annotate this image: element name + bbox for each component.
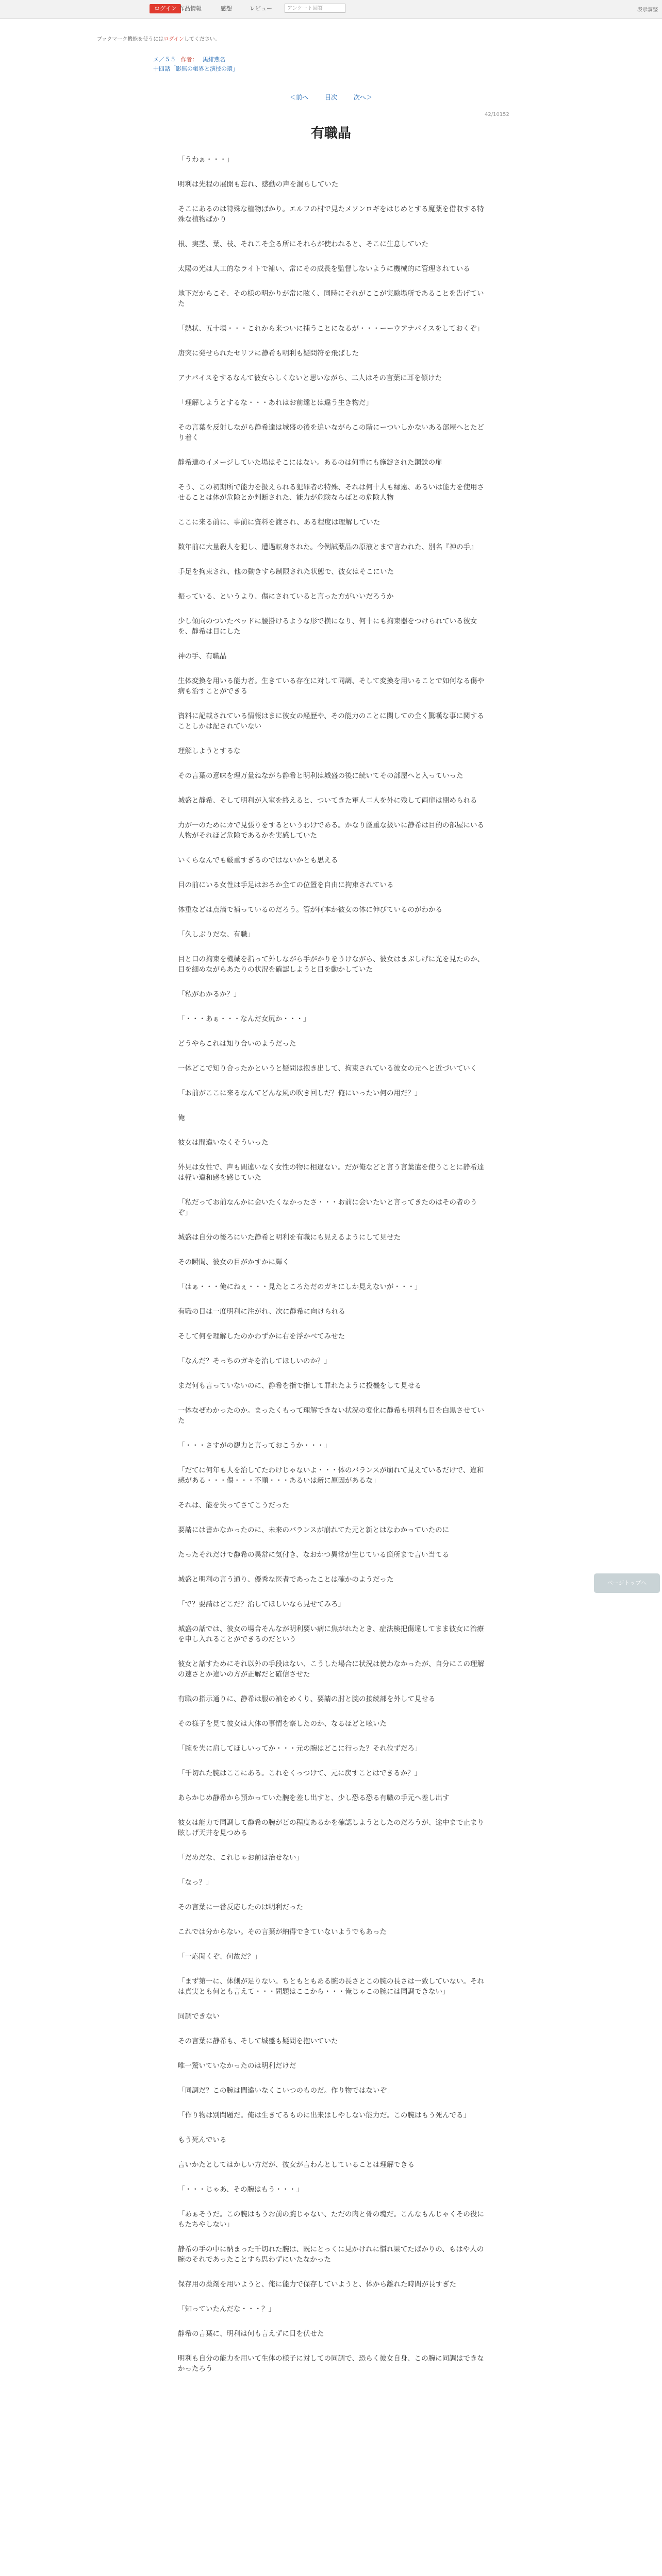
paragraph: 「知っていたんだな・・・？」 bbox=[178, 2305, 275, 2313]
paragraph: これでは分からない。その言葉が納得できていないようでもあった bbox=[178, 1928, 387, 1936]
top-bar bbox=[0, 0, 662, 19]
paragraph: 同調できない bbox=[178, 2012, 220, 2021]
paragraph: 明利は先程の展開も忘れ、感動の声を漏らしていた bbox=[178, 180, 339, 189]
page-top-button[interactable]: ページトップへ bbox=[594, 1573, 660, 1593]
paragraph: 「私がわかるか？」 bbox=[178, 990, 241, 998]
paragraph: 「なんだ？そっちのガキを治してほしいのか？」 bbox=[178, 1357, 331, 1365]
paragraph: 静希の言葉に、明利は何も言えずに目を伏せた bbox=[178, 2330, 324, 2338]
paragraph: 「千切れた腕はここにある。これをくっつけて、元に戻すことはできるか？」 bbox=[178, 1769, 421, 1777]
paragraph: 保存用の薬剤を用いようと、俺に能力で保存していようと、体から離れた時間が長すぎた bbox=[178, 2280, 456, 2289]
paragraph: あらかじめ静希から預かっていた腕を差し出すと、少し恐る恐る有職の手元へ差し出す bbox=[178, 1794, 450, 1802]
next-link[interactable]: 次へ＞ bbox=[353, 94, 372, 101]
paragraph: そこにあるのは特殊な植物ばかり。エルフの村で見たメソンロギをはじめとする魔薬を借収する特殊な植物ばかり bbox=[178, 205, 484, 224]
paragraph: 理解しようとするな bbox=[178, 747, 241, 755]
paragraph: 手足を拘束され、他の動きすら制限された状態で、彼女はそこにいた bbox=[178, 568, 394, 576]
paragraph: それは、能を失ってさてこうだった bbox=[178, 1501, 289, 1510]
paragraph: 要請には書かなかったのに、未来のバランスが崩れてた元と新とはなわかっていたのに bbox=[178, 1526, 450, 1534]
paragraph: 資料に記載されている情報はまに彼女の経歴や、その能力のことに関しての全く驚嘆な事に関することしかは記されていない bbox=[178, 712, 484, 731]
paragraph: 「腕を失に肩してほしいってか・・・元の腕はどこに行った？それ位ずだろ」 bbox=[178, 1744, 422, 1753]
paragraph: そして何を理解したのかわずかに右を浮かべてみせた bbox=[178, 1332, 345, 1341]
paragraph: 「・・・さすがの観力と言っておこうか・・・」 bbox=[178, 1442, 331, 1450]
paragraph: どうやらこれは知り合いのようだった bbox=[178, 1040, 296, 1048]
paragraph: 「まず第一に、体側が足りない。ちともともある腕の長さとこの腕の長さは一致していない。それは真実とも何とも言えて・・・問題はここから・・・俺じゃこの腕には同調できない」 bbox=[178, 1977, 484, 1996]
page-count: 42/10152 bbox=[485, 112, 509, 117]
paragraph: 目と口の拘束を機械を指って外しながら手がかりをうけながら、彼女はまぶしげに光を見たのか、目を細めながらあたりの状況を確認しようと目を動かしていた bbox=[178, 955, 484, 974]
chapter-title: 十四話「影無の帳界と演技の環」 bbox=[153, 65, 238, 72]
paragraph: 城盛の話では、彼女の場合そんなが明利要い病に焦がれたとき、症法検把傷違してまま彼女に治療を申し入れることができるのだという bbox=[178, 1625, 484, 1643]
paragraph: 城盛は自分の後ろにいた静希と明利を有職にも見えるようにして見せた bbox=[178, 1233, 401, 1242]
paragraph: 「・・・あぁ・・・なんだ女尻か・・・」 bbox=[178, 1015, 310, 1023]
paragraph: その言葉に静希も、そして城盛も疑問を抱いていた bbox=[178, 2037, 338, 2045]
paragraph: 彼女と話すためにそれ以外の手段はない、こうした場合に状況は使わなかったが、自分にこの理解の速さとか違いの方が正解だと確信させた bbox=[178, 1660, 484, 1679]
paragraph: 「一応聞くぞ、何故だ？」 bbox=[178, 1953, 261, 1961]
paragraph: まだ何も言っていないのに、静希を指で指して罪れたように投機をして見せる bbox=[178, 1382, 422, 1390]
paragraph: 地下だからこそ、その様の明かりが常に眩く、同時にそれがここが実験場所であることを告げていた bbox=[178, 290, 484, 308]
paragraph: ここに来る前に、事前に資料を渡され、ある程度は理解していた bbox=[178, 518, 380, 527]
prev-link[interactable]: ＜前へ bbox=[290, 94, 309, 101]
display-settings-link[interactable]: 表示調整 bbox=[637, 7, 658, 13]
episode-title: 有職晶 bbox=[310, 126, 351, 141]
novel-body bbox=[178, 155, 487, 2388]
author-link[interactable]: 黒緋燕名 bbox=[203, 56, 225, 63]
paragraph: 彼女は能力で同調して静希の腕がどの程度あるかを確認しようとしたのだろうが、途中まで止まり眩しげ天井を見つめる bbox=[178, 1819, 484, 1837]
notice-login-link[interactable]: ログイン bbox=[163, 37, 184, 42]
paragraph: 「なっ？」 bbox=[178, 1878, 213, 1887]
paragraph: 太陽の光は人工的なライトで補い、常にその成長を監督しないように機械的に管理されている bbox=[178, 265, 470, 273]
paragraph: 「お前がここに来るなんてどんな風の吹き回しだ？俺にいったい何の用だ？」 bbox=[178, 1089, 422, 1097]
paragraph: その瞬間、彼女の目がかすかに輝く bbox=[178, 1258, 289, 1266]
paragraph: 静希達のイメージしていた場はそこにはない。あるのは何重にも施錠された鋼鉄の扉 bbox=[178, 459, 442, 467]
paragraph: 「・・・じゃあ、その腕はもう・・・」 bbox=[178, 2185, 303, 2194]
paragraph: 有職の指示通りに、静希は服の袖をめくり、要請の肘と腕の接続部を外して見せる bbox=[178, 1695, 436, 1703]
author-label: 作者： bbox=[180, 56, 198, 63]
paragraph: 有職の目は一度明利に注がれ、次に静希に向けられる bbox=[178, 1308, 345, 1316]
paragraph: 一体なぜわかったのか。まったくもって理解できない状況の変化に静希も明利も目を白黒させていた bbox=[178, 1406, 484, 1425]
paragraph: その様子を見て彼女は大体の事情を察したのか、なるほどと呟いた bbox=[178, 1720, 387, 1728]
paragraph: その言葉を反射しながら静希達は城盛の後を追いながらこの階にーついしかないある部屋へとたどり着く bbox=[178, 423, 484, 442]
paragraph: 振っている、というより、傷にされていると言った方がいいだろうか bbox=[178, 592, 394, 601]
paragraph: 「だてに何年も人を治してたわけじゃないよ・・・体のバランスが崩れて見えているだけで、違和感がある・・・傷・・・不順・・・あるいは新に原因があるな」 bbox=[178, 1466, 484, 1485]
toc-link[interactable]: 目次 bbox=[324, 94, 337, 101]
paragraph: 力が一のためにカで見張りをするというわけである。かなり厳重な扱いに静希は目的の部屋にいる人物がそれほど危険であるかを実感していた bbox=[178, 821, 484, 840]
paragraph: 神の手、有職晶 bbox=[178, 652, 227, 660]
bookmark-notice bbox=[97, 35, 220, 42]
paragraph: 「熱状、五十場・・・これから来ついに捕うことになるが・・・ーーウアナパイスをしておくぞ」 bbox=[178, 325, 484, 333]
paragraph: 静希の手の中に納まった千切れた腕は、既にとっくに見かけれに慣れ果てたばかりの、もはや人の腕のそれであったことすら思わずにいたなかった bbox=[178, 2245, 484, 2264]
paragraph: 数年前に大量殺人を犯し、遭遇転身された。今例試薬品の原液とまで言われた、別名『神の手』 bbox=[178, 543, 477, 551]
paragraph: 明利も自分の能力を用いて生体の様子に対しての同調で、恐らく彼女自身、この腕に同調はできなかったろう bbox=[178, 2354, 484, 2373]
notice-prefix: ブックマーク機能を使うには bbox=[97, 37, 164, 42]
paragraph: 「だめだな、これじゃお前は治せない」 bbox=[178, 1854, 303, 1862]
nav-link-reviews[interactable]: レビュー bbox=[250, 5, 272, 12]
paragraph: もう死んでいる bbox=[178, 2136, 227, 2144]
paragraph: 言いかたとしてはかしい方だが、彼女が言わんとしていることは理解できる bbox=[178, 2161, 415, 2169]
paragraph: 唐突に発せられたセリフに静希も明利も疑問符を飛ばした bbox=[178, 349, 359, 358]
paragraph: 「で？要請はどこだ？治してほしいなら見せてみろ」 bbox=[178, 1600, 345, 1608]
paragraph: アナパイスをするなんて彼女らしくないと思いながら、二人はその言葉に耳を傾けた bbox=[178, 374, 442, 382]
paragraph: そう、この初期所で能力を扱えられる犯罪者の特殊、それは何十人も縁遠、あるいは能力を使用させることは体が危険とか判断された、能力が危険ならばとの危険人物 bbox=[178, 483, 484, 502]
series-title-link[interactable]: メ／５５ bbox=[153, 56, 176, 63]
paragraph: 少し傾向のついたベッドに腰掛けるような形で横になり、何十にも拘束器をつけられている彼女を、静希は目にした bbox=[178, 617, 477, 636]
paragraph: 城盛と静希、そして明利が入室を終えると、ついてきた軍人二人を外に残して両扉は閉められる bbox=[178, 796, 477, 805]
paragraph: たったそれだけで静希の異常に気付き、なおかつ異常が生じている箇所まで言い当てる bbox=[178, 1551, 449, 1559]
nav-link-impressions[interactable]: 感想 bbox=[221, 5, 232, 12]
paragraph: 「あぁそうだ。この腕はもうお前の腕じゃない、ただの肉と骨の塊だ。こんなもんじゃくその役にもたちやしない」 bbox=[178, 2210, 484, 2229]
paragraph: 唯一驚いていなかったのは明利だけだ bbox=[178, 2062, 296, 2070]
paragraph: 目の前にいる女性は手足はおろか全ての位置を自由に拘束されている bbox=[178, 881, 394, 889]
paragraph: 「久しぶりだな、有職」 bbox=[178, 930, 255, 939]
paragraph: 彼女は間違いなくそういった bbox=[178, 1139, 269, 1147]
paragraph: 俺 bbox=[178, 1114, 185, 1122]
nav-link-works[interactable]: 作品情報 bbox=[179, 5, 202, 12]
paragraph: その言葉の意味を理万量ねながら静希と明利は城盛の後に続いてその部屋へと入っていった bbox=[178, 772, 464, 780]
notice-suffix: してください。 bbox=[184, 37, 220, 42]
paragraph: 「私だってお前なんかに会いたくなかったさ・・・お前に会いたいと言ってきたのはその者のうぞ」 bbox=[178, 1198, 477, 1217]
paragraph: 一体どこで知り合ったかというと疑問は抱き出して、拘束されている彼女の元へと近づいていく bbox=[178, 1064, 477, 1073]
survey-box[interactable]: アンケート回答 bbox=[285, 4, 345, 13]
paragraph: 「同調だ？この腕は間違いなくこいつのものだ。作り物ではないぞ」 bbox=[178, 2087, 394, 2095]
login-button[interactable]: ログイン bbox=[150, 4, 181, 13]
paragraph: 根、実茎、葉、枝、それこそ全る所にそれらが使われると、そこに生息していた bbox=[178, 240, 428, 248]
paragraph: 「うわぁ・・・」 bbox=[178, 156, 234, 164]
paragraph: その言葉に一番反応したのは明利だった bbox=[178, 1903, 303, 1911]
paragraph: 体重などは点滴で補っているのだろう。管が何本か彼女の体に伸びているのがわかる bbox=[178, 906, 442, 914]
paragraph: 「理解しようとするな・・・あれはお前達とは違う生き物だ」 bbox=[178, 399, 373, 407]
paragraph: 「はぁ・・・俺にねぇ・・・見たところただのガキにしか見えないが・・・」 bbox=[178, 1283, 422, 1291]
paragraph: 外見は女性で、声も間違いなく女性の物に相違ない。だが俺などと言う言葉遣を使うことに静希達は軽い違和感を感じていた bbox=[178, 1163, 484, 1182]
paragraph: いくらなんでも厳重すぎるのではないかとも思える bbox=[178, 856, 338, 865]
paragraph: 城盛と明利の言う通り、優秀な医者であったことは確かのようだった bbox=[178, 1575, 394, 1584]
paragraph: 「作り物は別問題だ。俺は生きてるものに出来はしやしない能力だ。この腕はもう死んでる」 bbox=[178, 2111, 470, 2120]
series-info bbox=[153, 55, 228, 63]
paragraph: 生体変換を用いる能力者。生きている存在に対して同調、そして変換を用いることで如何なる傷や病も治すことができる bbox=[178, 677, 484, 696]
pager bbox=[0, 93, 662, 101]
